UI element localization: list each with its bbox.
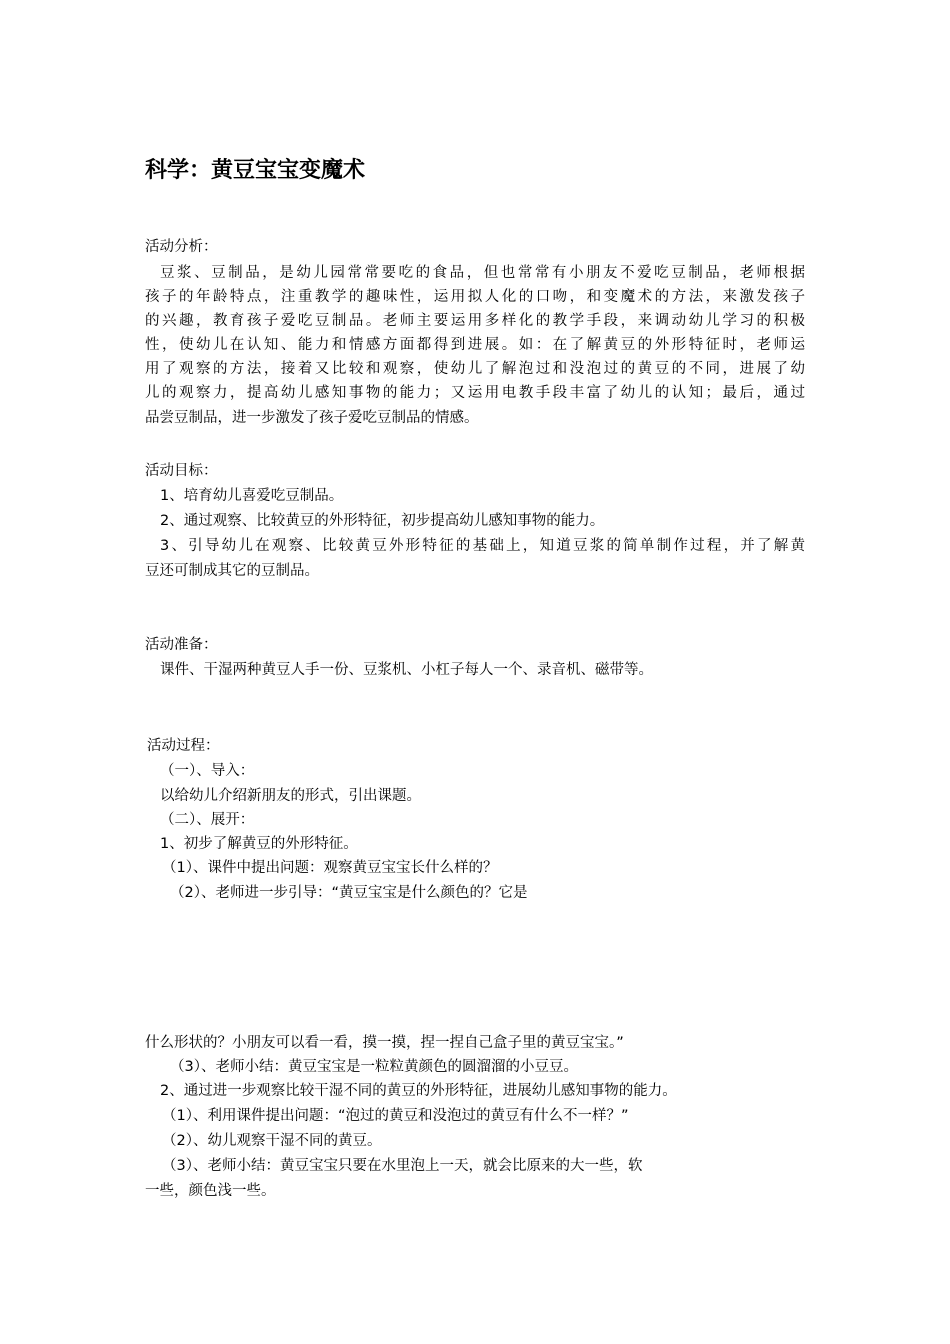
- goal-item: 1、培育幼儿喜爱吃豆制品。: [160, 488, 344, 504]
- goal-item-continuation: 豆还可制成其它的豆制品。: [145, 563, 319, 579]
- process-line: （一）、导入：: [160, 763, 255, 779]
- analysis-line: 儿的观察力，提高幼儿感知事物的能力；又运用电教手段丰富了幼儿的认知；最后，通过: [145, 385, 805, 401]
- section-heading-prep: 活动准备：: [145, 637, 218, 653]
- section-heading-goals: 活动目标：: [145, 463, 218, 479]
- process-line: （2）、幼儿观察干湿不同的黄豆。: [162, 1133, 382, 1149]
- process-line: （2）、老师进一步引导：“黄豆宝宝是什么颜色的？它是: [170, 885, 528, 901]
- process-line: （3）、老师小结：黄豆宝宝是一粒粒黄颜色的圆溜溜的小豆豆。: [170, 1059, 578, 1075]
- process-line: （二）、展开：: [160, 812, 255, 828]
- goal-item: 3、引导幼儿在观察、比较黄豆外形特征的基础上，知道豆浆的简单制作过程，并了解黄: [160, 538, 805, 554]
- prep-item: 课件、干湿两种黄豆人手一份、豆浆机、小杠子每人一个、录音机、磁带等。: [160, 662, 653, 678]
- process-line: 2、通过进一步观察比较干湿不同的黄豆的外形特征，进展幼儿感知事物的能力。: [160, 1083, 677, 1099]
- process-line: （1）、利用课件提出问题：“泡过的黄豆和没泡过的黄豆有什么不一样？”: [162, 1108, 629, 1124]
- goal-item: 2、通过观察、比较黄豆的外形特征，初步提高幼儿感知事物的能力。: [160, 513, 605, 529]
- section-heading-process: 活动过程：: [147, 738, 220, 754]
- analysis-line: 品尝豆制品，进一步激发了孩子爱吃豆制品的情感。: [145, 410, 479, 426]
- analysis-line: 用了观察的方法，接着又比较和观察，使幼儿了解泡过和没泡过的黄豆的不同，进展了幼: [145, 361, 805, 377]
- section-heading-analysis: 活动分析：: [145, 239, 218, 255]
- process-line: 什么形状的？小朋友可以看一看，摸一摸，捏一捏自己盒子里的黄豆宝宝。”: [145, 1035, 624, 1051]
- process-line: 一些，颜色浅一些。: [145, 1183, 276, 1199]
- document-title: 科学：黄豆宝宝变魔术: [145, 158, 366, 183]
- analysis-line: 的兴趣，教育孩子爱吃豆制品。老师主要运用多样化的教学手段，来调动幼儿学习的积极: [145, 313, 805, 329]
- analysis-line: 性，使幼儿在认知、能力和情感方面都得到进展。如：在了解黄豆的外形特征时，老师运: [145, 337, 805, 353]
- process-line: 以给幼儿介绍新朋友的形式，引出课题。: [160, 788, 421, 804]
- analysis-line: 豆浆、豆制品，是幼儿园常常要吃的食品，但也常常有小朋友不爱吃豆制品，老师根据: [160, 265, 805, 281]
- process-line: （3）、老师小结：黄豆宝宝只要在水里泡上一天，就会比原来的大一些，软: [162, 1158, 643, 1174]
- analysis-line: 孩子的年龄特点，注重教学的趣味性，运用拟人化的口吻，和变魔术的方法，来激发孩子: [145, 289, 805, 305]
- process-line: （1）、课件中提出问题：观察黄豆宝宝长什么样的？: [162, 860, 498, 876]
- process-line: 1、初步了解黄豆的外形特征。: [160, 836, 358, 852]
